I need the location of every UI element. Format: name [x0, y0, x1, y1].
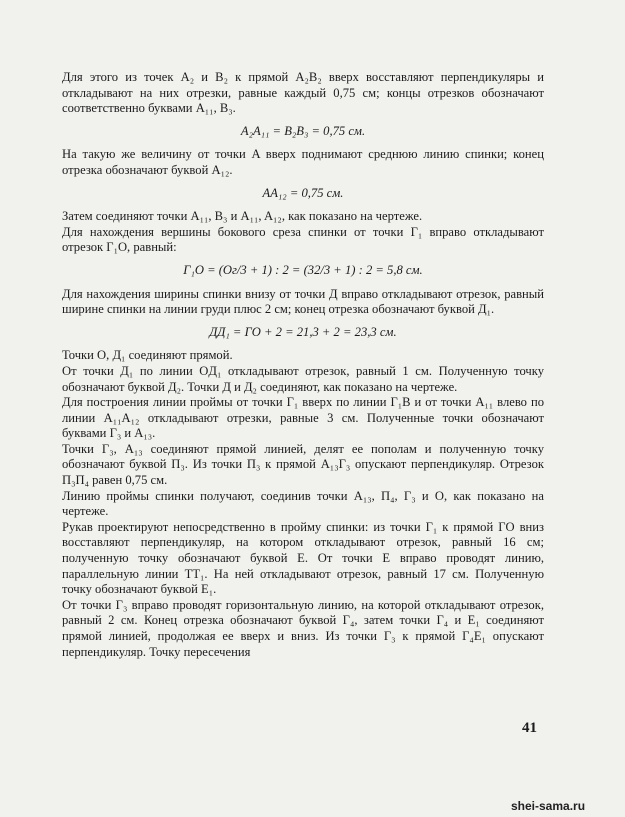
paragraph: Для этого из точек A₂ и B₂ к прямой A₂B₂ вверх восставляют перпендикуляры и откладывают на них отрезки, равные каждый 0,75 см; концы отрезков обозначают соответственно буквами A₁₁, B₃. — [62, 70, 544, 116]
formula: Г₁O = (Oг/3 + 1) : 2 = (32/3 + 1) : 2 = 5,8 см. — [183, 262, 423, 277]
paragraph: Для построения линии проймы от точки Г₁ вверх по линии Г₁B и от точки A₁₁ влево по линии A₁₁A₁₂ откладывают отрезки, равные 3 см. Полученные точки обозначают буквами Г₃ и A₁₃. — [62, 395, 544, 441]
paragraph: Рукав проектируют непосредственно в пройму спинки: из точки Г₁ к прямой ГO вниз восставляют перпендикуляр, на котором откладывают отрезок, равный 16 см; полученную точку обозначают буквой E. От точки E вправо проводят линию, параллельную линии TT₁. На ней откладывают отрезок, равный 17 см. Полученную точку обозначают буквой E₁. — [62, 519, 544, 597]
formula: A₂A₁₁ = B₂B₃ = 0,75 см. — [240, 123, 366, 138]
watermark: shei-sama.ru — [511, 799, 586, 813]
page-number: 41 — [522, 720, 537, 736]
paragraph: Затем соединяют точки A₁₁, B₃ и A₁₁, A₁₂, как показано на чертеже. — [62, 209, 423, 224]
paragraph: На такую же величину от точки A вверх поднимают среднюю линию спинки; конец отрезка обозначают буквой A₁₂. — [62, 147, 544, 177]
paragraph: Для нахождения ширины спинки внизу от точки Д вправо откладывают отрезок, равный ширине спинки на линии груди плюс 2 см; конец отрезка обозначают буквой Д₁. — [62, 286, 544, 317]
formula: AA₁₂ = 0,75 см. — [262, 185, 344, 200]
formula: ДД₁ = ГO + 2 = 21,3 + 2 = 23,3 см. — [209, 324, 397, 339]
paragraph: От точки Д₁ по линии OД₁ откладывают отрезок, равный 1 см. Полученную точку обозначают буквой Д₂. Точки Д и Д₂ соединяют, как показано на чертеже. — [62, 363, 544, 394]
paragraph: Точки O, Д₁ соединяют прямой. — [62, 348, 233, 363]
paragraph: Точки Г₃, A₁₃ соединяют прямой линией, делят ее пополам и полученную точку обозначают буквой П₃. Из точки П₃ к прямой A₁₃Г₃ опускают перпендикуляр. Отрезок П₃П₄ равен 0,75 см. — [62, 441, 544, 488]
paragraph: Для нахождения вершины бокового среза спинки от точки Г₁ вправо откладывают отрезок Г₁O, равный: — [62, 224, 544, 255]
body-text — [62, 70, 544, 660]
paragraph: От точки Г₃ вправо проводят горизонтальную линию, на которой откладывают отрезок, равный 2 см. Конец отрезка обозначают буквой Г₄, затем точки Г₄ и E₁ соединяют прямой линией, продолжая ее вверх и вниз. Из точки Г₃ к прямой Г₄E₁ опускают перпендикуляр. Точку пересечения — [62, 597, 544, 659]
paragraph: Линию проймы спинки получают, соединив точки A₁₃, П₄, Г₃ и O, как показано на чертеже. — [62, 488, 544, 519]
